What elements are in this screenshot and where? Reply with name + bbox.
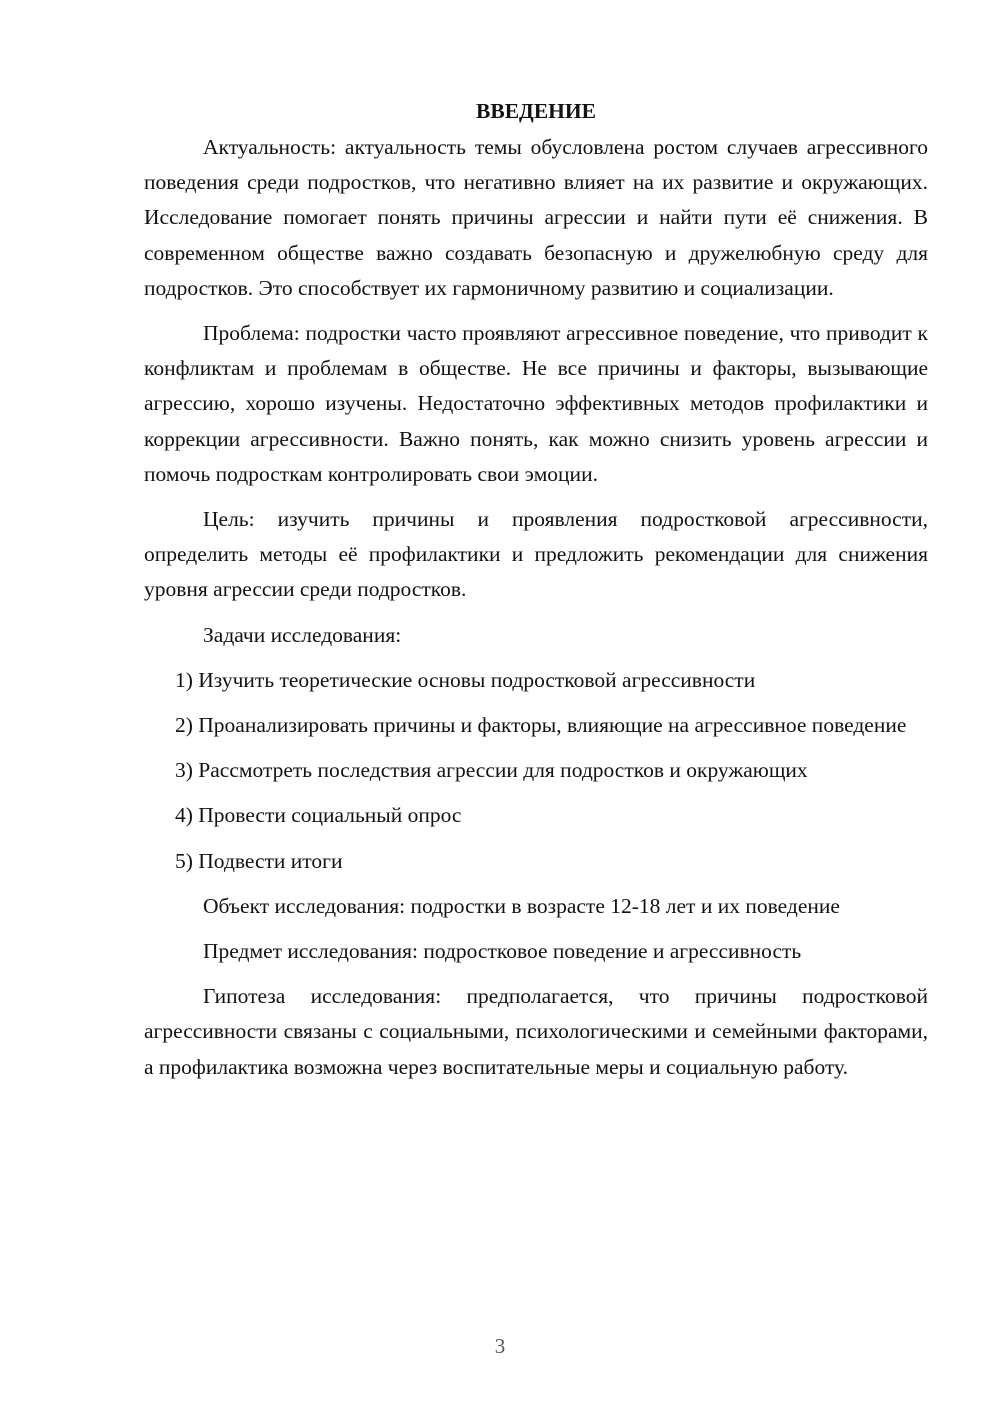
- section-title: ВВЕДЕНИЕ: [476, 99, 596, 123]
- task-item-2: 2) Проанализировать причины и факторы, влияющие на агрессивное поведение: [175, 713, 907, 738]
- paragraph-goal: Цель: изучить причины и проявления подростковой агрессивности, определить методы её профилактики и предложить рекомендации для снижения уровня агрессии среди подростков.: [144, 507, 928, 602]
- task-item-5: 5) Подвести итоги: [175, 848, 343, 873]
- tasks-heading: Задачи исследования:: [203, 622, 402, 647]
- paragraph-subject: Предмет исследования: подростковое поведение и агрессивность: [203, 939, 802, 964]
- document-body: [144, 96, 928, 1095]
- paragraph-hypothesis: Гипотеза исследования: предполагается, что причины подростковой агрессивности связаны с социальными, психологическими и семейными факторами, а профилактика возможна через воспитательные меры и социальную работу.: [144, 984, 928, 1079]
- page-number: 3: [494, 1334, 506, 1358]
- paragraph-problem: Проблема: подростки часто проявляют агрессивное поведение, что приводит к конфликтам и проблемам в обществе. Не все причины и факторы, вызывающие агрессию, хорошо изучены. Недостаточно эффективных методов профилактики и коррекции агрессивности. Важно понять, как можно снизить уровень агрессии и помочь подросткам контролировать свои эмоции.: [144, 321, 928, 486]
- task-item-3: 3) Рассмотреть последствия агрессии для подростков и окружающих: [175, 758, 808, 783]
- task-item-1: 1) Изучить теоретические основы подростковой агрессивности: [175, 667, 756, 692]
- paragraph-relevance: Актуальность: актуальность темы обусловлена ростом случаев агрессивного поведения среди подростков, что негативно влияет на их развитие и окружающих. Исследование помогает понять причины агрессии и найти пути её снижения. В современном обществе важно создавать безопасную и дружелюбную среду для подростков. Это способствует их гармоничному развитию и социализации.: [144, 135, 928, 300]
- paragraph-object: Объект исследования: подростки в возрасте 12-18 лет и их поведение: [203, 893, 840, 918]
- task-item-4: 4) Провести социальный опрос: [175, 803, 462, 828]
